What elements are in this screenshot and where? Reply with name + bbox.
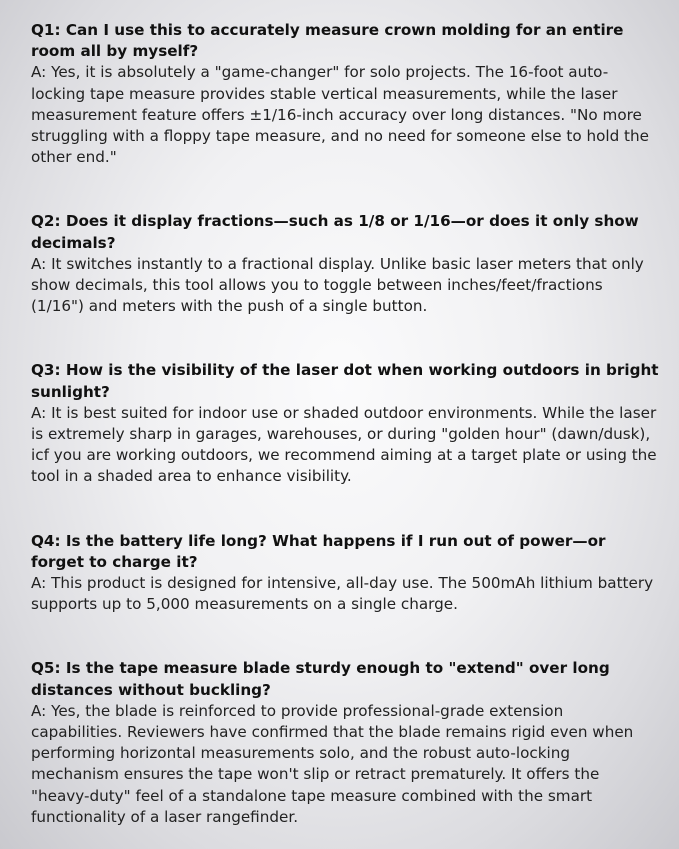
faq-item-q2 bbox=[31, 211, 659, 317]
faq-answer: A: This product is designed for intensive, all-day use. The 500mAh lithium battery supports up to 5,000 measurements on a single charge. bbox=[31, 574, 654, 614]
faq-item-q3 bbox=[31, 360, 659, 487]
faq-answer: A: Yes, the blade is reinforced to provide professional-grade extension capabilities. Reviewers have confirmed that the blade remains rigid even when performing horizontal measurements solo, and the robust auto-locking mechanism ensures the tape won't slip or retract prematurely. It offers the "heavy-duty" feel of a standalone tape measure combined with the smart functionality of a laser rangefinder. bbox=[31, 701, 634, 826]
faq-question: Q1: Can I use this to accurately measure crown molding for an entire room all by myself? bbox=[31, 21, 624, 61]
faq-answer: A: It switches instantly to a fractional display. Unlike basic laser meters that only show decimals, this tool allows you to toggle between inches/feet/fractions (1/16") and meters with the push of a single button. bbox=[31, 254, 644, 316]
faq-question: Q4: Is the battery life long? What happens if I run out of power—or forget to charge it? bbox=[31, 531, 606, 571]
faq-answer: A: Yes, it is absolutely a "game-changer" for solo projects. The 16-foot auto-locking tape measure provides stable vertical measurements, while the laser measurement feature offers ±1/16-inch accuracy over long distances. "No more struggling with a floppy tape measure, and no need for someone else to hold the other end." bbox=[31, 63, 649, 167]
faq-question: Q5: Is the tape measure blade sturdy enough to "extend" over long distances without buckling? bbox=[31, 659, 610, 699]
faq-item-q1 bbox=[31, 20, 659, 168]
faq-item-q4 bbox=[31, 531, 659, 616]
faq-item-q5 bbox=[31, 658, 659, 828]
faq-answer: A: It is best suited for indoor use or shaded outdoor environments. While the laser is extremely sharp in garages, warehouses, or during "golden hour" (dawn/dusk), icf you are working outdoors, we recommend aiming at a target plate or using the tool in a shaded area to enhance visibility. bbox=[31, 403, 657, 486]
faq-question: Q3: How is the visibility of the laser dot when working outdoors in bright sunlight? bbox=[31, 361, 659, 401]
faq-question: Q2: Does it display fractions—such as 1/8 or 1/16—or does it only show decimals? bbox=[31, 212, 639, 252]
